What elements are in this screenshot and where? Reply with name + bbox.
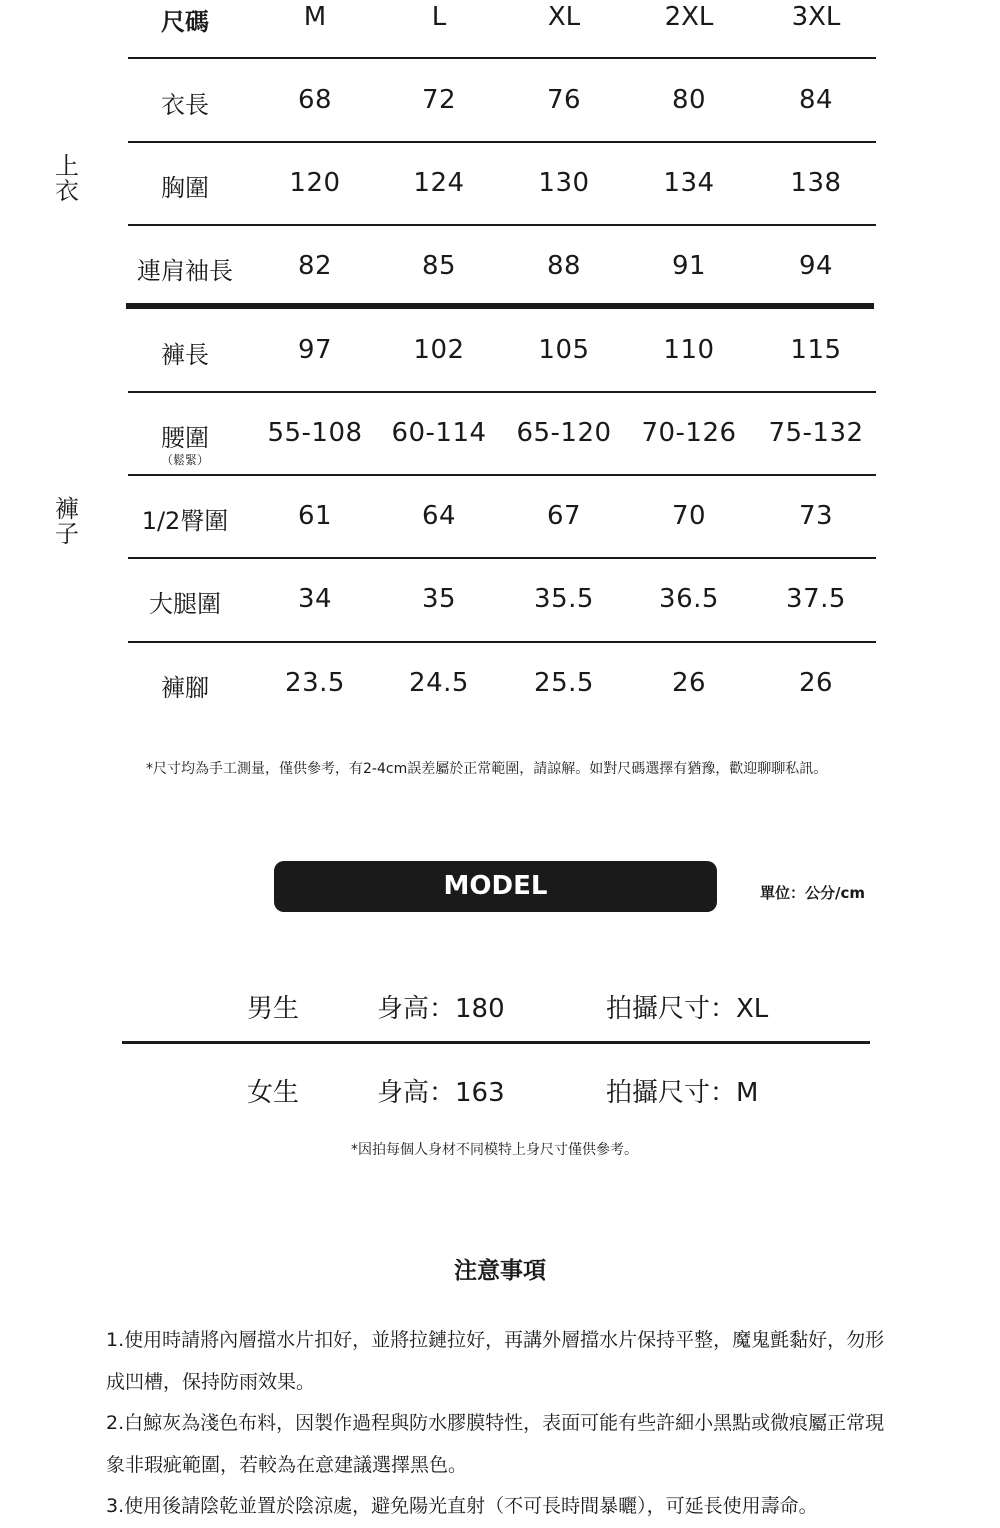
header-size-label: 尺碼 (161, 8, 209, 36)
row-label: 連肩袖長 (137, 257, 233, 285)
divider (128, 557, 876, 559)
table-cell: 35.5 (534, 584, 594, 614)
header-size-m: M (303, 2, 327, 32)
header-size-l: L (431, 2, 447, 32)
model-size: 拍攝尺寸：M (606, 1078, 759, 1108)
model-title-bar: MODEL (274, 861, 717, 912)
section-divider (126, 303, 874, 309)
row-label: 1/2臀圍 (141, 507, 229, 535)
divider (128, 141, 876, 143)
model-height: 身高：163 (377, 1078, 505, 1108)
table-cell: 67 (546, 501, 582, 531)
notice-title: 注意事項 (454, 1258, 546, 1284)
table-cell: 35 (421, 584, 457, 614)
model-note: *因拍每個人身材不同模特上身尺寸僅供參考。 (351, 1142, 638, 1158)
table-cell: 120 (289, 168, 341, 198)
table-cell: 91 (671, 251, 707, 281)
table-cell: 110 (663, 335, 715, 365)
notice-list (106, 1320, 896, 1528)
table-cell: 37.5 (786, 584, 846, 614)
table-cell: 115 (790, 335, 842, 365)
notice-item: 3.使用後請陰乾並置於陰涼處，避免陽光直射（不可長時間暴曬），可延長使用壽命。 (106, 1495, 818, 1517)
table-cell: 70-126 (641, 418, 737, 448)
table-cell: 138 (790, 168, 842, 198)
divider (122, 1041, 870, 1044)
table-cell: 76 (546, 85, 582, 115)
model-size: 拍攝尺寸：XL (606, 994, 769, 1024)
divider (128, 391, 876, 393)
table-cell: 61 (297, 501, 333, 531)
table-cell: 36.5 (659, 584, 719, 614)
row-sublabel: （鬆緊） (160, 453, 209, 467)
table-cell: 60-114 (391, 418, 487, 448)
table-cell: 80 (671, 85, 707, 115)
notice-item: 2.白鯨灰為淺色布料，因製作過程與防水膠膜特性，表面可能有些許細小黑點或微痕屬正常現象非瑕疵範圍，若較為在意建議選擇黑色。 (106, 1412, 885, 1476)
row-label: 大腿圍 (149, 590, 221, 618)
table-cell: 75-132 (768, 418, 864, 448)
table-cell: 25.5 (534, 668, 594, 698)
divider (128, 474, 876, 476)
section-label-top: 上 衣 (55, 152, 79, 205)
table-cell: 82 (297, 251, 333, 281)
table-cell: 94 (798, 251, 834, 281)
divider (128, 641, 876, 643)
table-cell: 134 (663, 168, 715, 198)
table-cell: 23.5 (285, 668, 345, 698)
table-cell: 105 (538, 335, 590, 365)
row-label: 褲長 (161, 341, 209, 369)
row-label: 腰圍 (161, 424, 209, 452)
table-cell: 97 (297, 335, 333, 365)
divider (128, 57, 876, 59)
table-cell: 85 (421, 251, 457, 281)
table-cell: 68 (297, 85, 333, 115)
table-cell: 70 (671, 501, 707, 531)
table-cell: 130 (538, 168, 590, 198)
model-gender: 女生 (247, 1078, 300, 1108)
table-cell: 72 (421, 85, 457, 115)
unit-label: 單位：公分/cm (760, 884, 866, 902)
row-label: 衣長 (161, 91, 209, 119)
header-size-xl: XL (547, 2, 581, 32)
model-height: 身高：180 (377, 994, 505, 1024)
notice-item: 1.使用時請將內層擋水片扣好，並將拉鏈拉好，再講外層擋水片保持平整，魔鬼氈黏好，勿形成凹槽，保持防雨效果。 (106, 1329, 885, 1393)
table-cell: 102 (413, 335, 465, 365)
section-label-pants: 褲 子 (55, 495, 79, 548)
table-cell: 64 (421, 501, 457, 531)
table-cell: 24.5 (409, 668, 469, 698)
row-label: 胸圍 (161, 174, 209, 202)
divider (128, 224, 876, 226)
size-table-note: *尺寸均為手工測量，僅供參考，有2-4cm誤差屬於正常範圍，請諒解。如對尺碼選擇有猶豫，歡迎聊聊私訊。 (146, 761, 828, 777)
table-cell: 124 (413, 168, 465, 198)
table-cell: 34 (297, 584, 333, 614)
table-cell: 84 (798, 85, 834, 115)
table-cell: 55-108 (267, 418, 363, 448)
model-gender: 男生 (247, 994, 300, 1024)
table-cell: 88 (546, 251, 582, 281)
table-cell: 73 (798, 501, 834, 531)
row-label: 褲腳 (161, 674, 209, 702)
header-size-2xl: 2XL (664, 2, 714, 32)
table-cell: 65-120 (516, 418, 612, 448)
header-size-3xl: 3XL (791, 2, 841, 32)
table-cell: 26 (671, 668, 707, 698)
table-cell: 26 (798, 668, 834, 698)
